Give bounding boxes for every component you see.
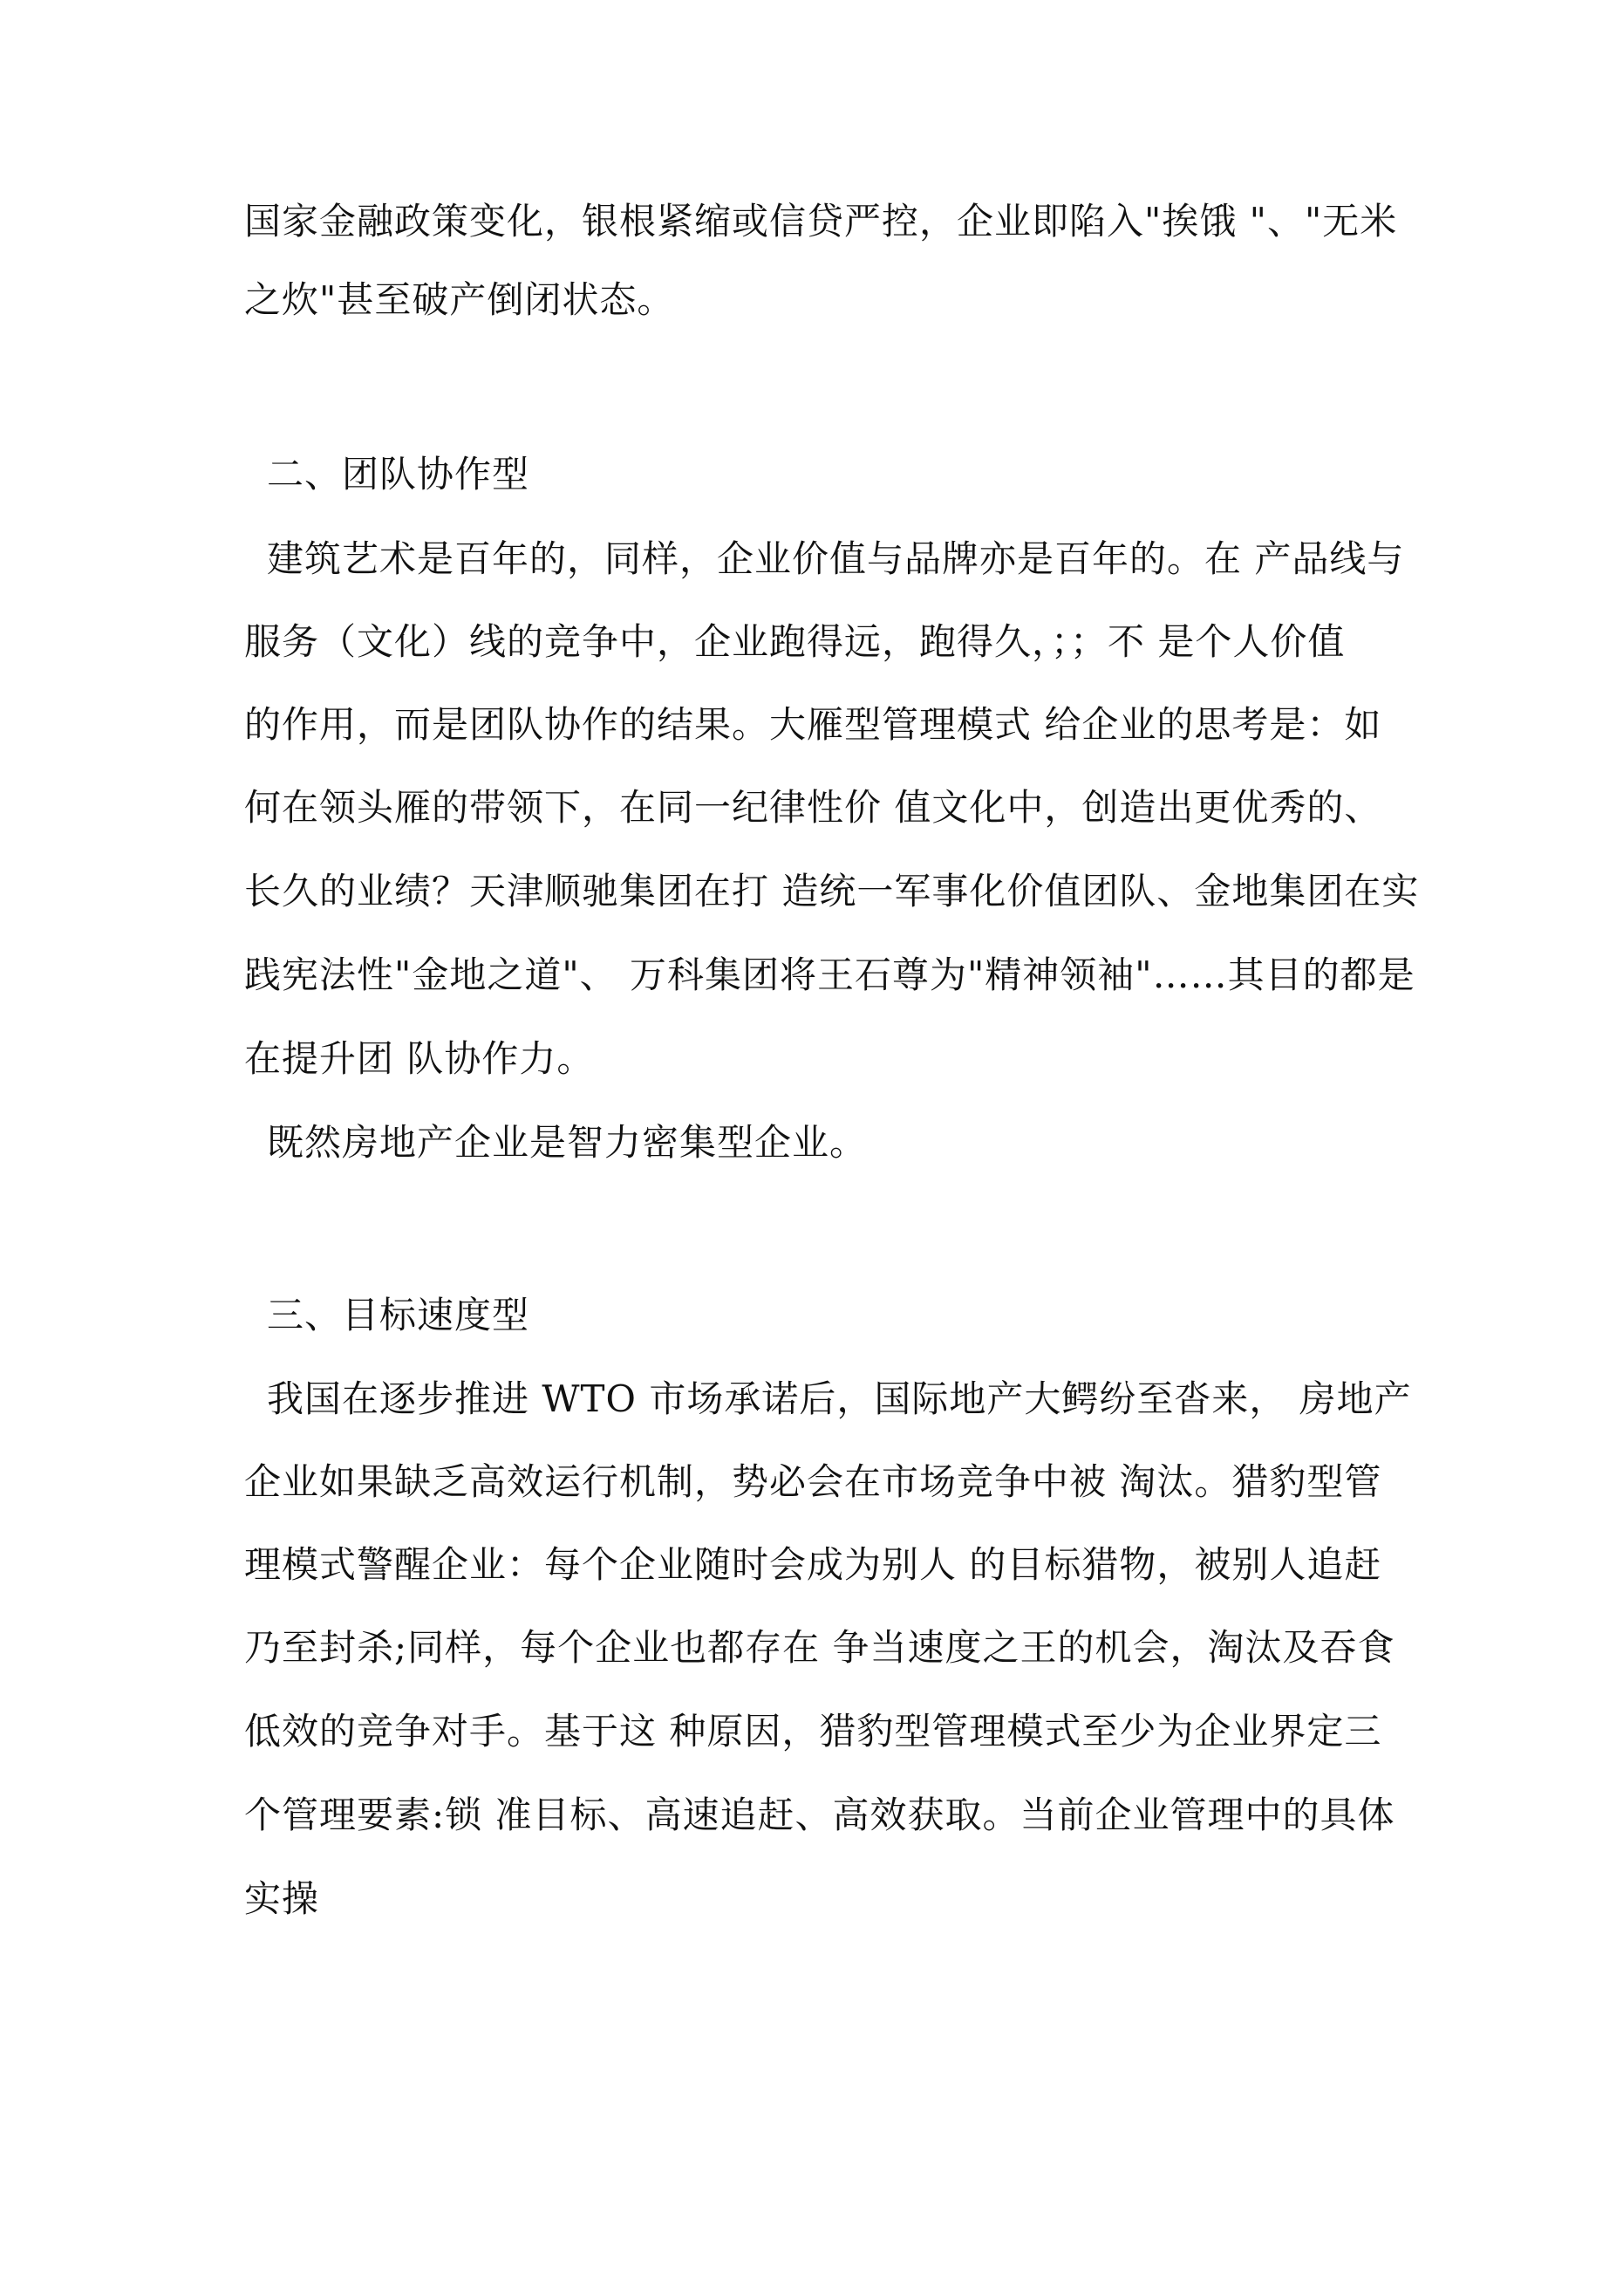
- text-line: 低效的竞争对手。基于这 种原因，猎豹型管理模式至少为企业界定三: [244, 1710, 1382, 1753]
- section-heading: 二、团队协作型: [267, 453, 530, 495]
- text-line: 乃至封杀;同样，每个企业也都存在 争当速度之王的机会，淘汰及吞食: [244, 1626, 1395, 1669]
- text-line: 何在领头雁的带领下，在同一纪律性价 值文化中，创造出更优秀的、: [244, 786, 1382, 829]
- text-line: 服务（文化）线的竞争中，企业跑得远，跑得久，；；不 是个人价值: [244, 620, 1346, 663]
- text-line: 国家金融政策变化，银根紧缩或信贷严控，企业即陷入"挨饿 "、"无米: [244, 200, 1398, 243]
- text-line: 理模式警醒企业：每个企业随时会成为别人 的目标猎物，被别人追赶: [244, 1543, 1382, 1586]
- text-line: 之炊"甚至破产倒闭状态。: [244, 278, 675, 321]
- text-line: 个管理要素:锁 准目标、高速追赶、高效获取。当前企业管理中的具体: [244, 1794, 1395, 1836]
- text-line: 我国在逐步推进 WTO 市场承诺后，国际地产大鳄纷至沓来， 房地产: [267, 1377, 1412, 1420]
- text-line: 的作用，而是团队协作的结果。大雁型管理模式 给企业的思考是：如: [244, 703, 1382, 746]
- text-line: 在提升团 队协作力。: [244, 1037, 595, 1080]
- text-line: 企业如果缺乏高效运行机制，势必会在市场竞争中被 淘汰。猎豹型管: [244, 1460, 1382, 1503]
- text-line: 既然房地产企业是智力密集型企业。: [267, 1121, 868, 1164]
- section-heading: 三、目标速度型: [267, 1294, 530, 1336]
- text-line: 实操: [244, 1877, 320, 1920]
- text-line: 践宪法性"金地之道"、 万科集团将王石尊为"精神领袖"……其目的都是: [244, 953, 1415, 996]
- text-line: 建筑艺术是百年的，同样，企业价值与品牌亦是百年的。在 产品线与: [267, 537, 1405, 580]
- text-line: 长久的业绩？天津顺驰集团在打 造统一军事化价值团队、金地集团在实: [244, 870, 1420, 912]
